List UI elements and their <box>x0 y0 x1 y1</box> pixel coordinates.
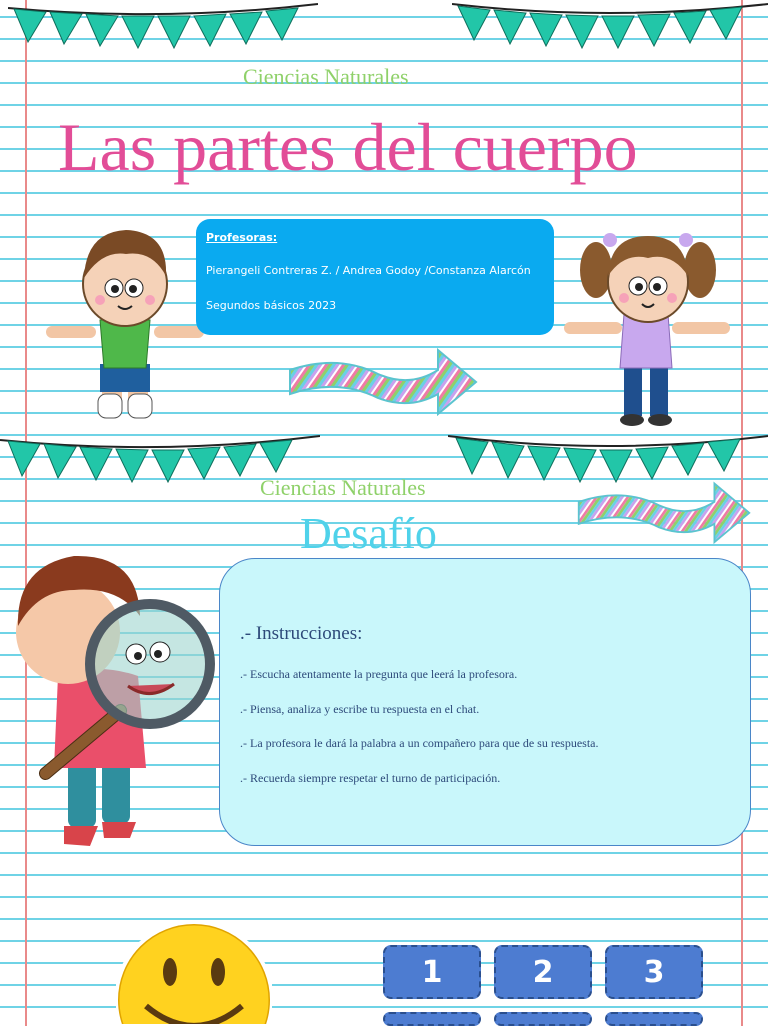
number-button-3[interactable]: 3 <box>605 945 703 999</box>
instructions-heading: .- Instrucciones: <box>240 623 363 644</box>
bunting-top-right-icon <box>452 0 768 52</box>
striped-arrow-icon[interactable] <box>288 344 478 416</box>
magnifier-kid-icon <box>8 546 220 852</box>
boy-icon <box>42 214 208 430</box>
instruction-line: .- Escucha atentamente la pregunta que leerá la profesora. <box>240 667 518 681</box>
bunting-top-left-icon <box>8 0 318 52</box>
instructions-card <box>219 558 751 846</box>
teachers-card <box>196 219 554 335</box>
subject-heading: Ciencias Naturales <box>243 64 409 89</box>
page-title: Las partes del cuerpo <box>58 109 638 185</box>
challenge-title: Desafío <box>300 509 437 558</box>
number-button-1[interactable]: 1 <box>383 945 481 999</box>
smiley-icon <box>116 920 272 1024</box>
subject-heading-2: Ciencias Naturales <box>260 475 426 500</box>
number-button-2[interactable]: 2 <box>494 945 592 999</box>
instruction-line: .- Piensa, analiza y escribe tu respuesta en el chat. <box>240 702 480 716</box>
striped-arrow-icon-2[interactable] <box>576 478 752 544</box>
teachers-label: Profesoras: <box>206 231 278 244</box>
teachers-names: Pierangeli Contreras Z. / Andrea Godoy /Constanza Alarcón <box>206 264 531 277</box>
instruction-line: .- Recuerda siempre respetar el turno de participación. <box>240 771 501 785</box>
grade-text: Segundos básicos 2023 <box>206 299 337 312</box>
instruction-line: .- La profesora le dará la palabra a un compañero para que de su respuesta. <box>240 736 599 750</box>
girl-icon <box>560 214 732 430</box>
